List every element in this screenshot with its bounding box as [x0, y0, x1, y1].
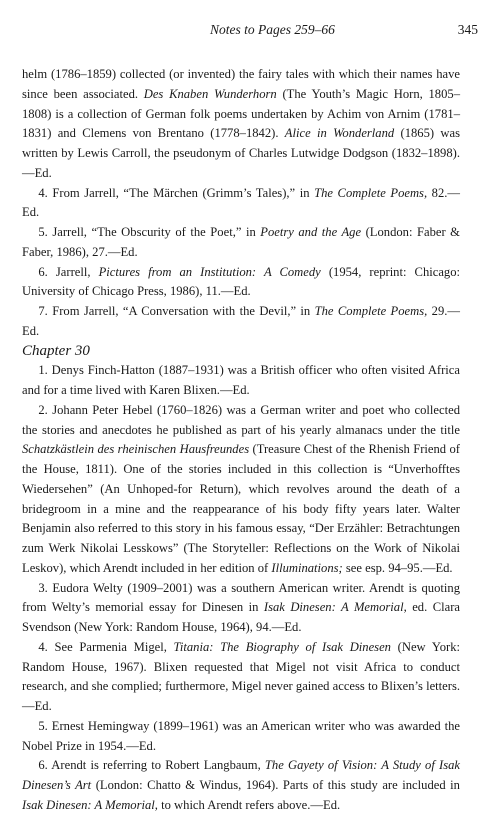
running-head: Notes to Pages 259–66 — [210, 22, 335, 37]
chapter-note-4: 4. See Parmenia Migel, Titania: The Biography of Isak Dinesen (New York: Random House, 1967). Blixen requested that Migel not visit Africa to conduct research, and she complied; furthermore, Migel never gained access to Blixen’s letters.—Ed. — [22, 639, 460, 713]
chapter-heading: Chapter 30 — [22, 342, 90, 359]
page-header — [22, 22, 478, 40]
note-6: 6. Jarrell, Pictures from an Institution: A Comedy (1954, reprint: Chicago: University of Chicago Press, 1986), 11.—Ed. — [22, 264, 461, 299]
note-7: 7. From Jarrell, “A Conversation with the Devil,” in The Complete Poems, 29.—Ed. — [22, 304, 461, 338]
chapter-note-2: 2. Johann Peter Hebel (1760–1826) was a German writer and poet who collected the stories and anecdotes he published as part of his yearly almanacs under the title Schatzkästlein des rheinischen Hausfreundes (Treasure Chest of the Rhenish Friend of the House, 1811). One of the stories included in this collection is “Unverhofftes Wiedersehen” (An Unhoped-for Return), which revolves around the death of a bridegroom in a mine and the reappearance of his body fifty years later. Walter Benjamin also referred to this story in his famous essay, “Der Erzähler: Betrachtungen zum Werk Nikolai Lesskows” (The Storyteller: Reflections on the Work of Nikolai Leskov), which Arendt included in her edition of Illuminations; see esp. 94–95.—Ed. — [22, 402, 460, 575]
chapter-note-1: 1. Denys Finch-Hatton (1887–1931) was a British officer who often visited Africa and for a time lived with Karen Blixen.—Ed. — [22, 363, 460, 397]
continued-note: helm (1786–1859) collected (or invented) the fairy tales with which their names have since been associated. Des Knaben Wunderhorn (The Youth’s Magic Horn, 1805–1808) is a collection of German folk poems undertaken by Achim von Arnim (1781–1831) and Clemens von Brentano (1778–1842). Alice in Wonderland (1865) was written by Lewis Carroll, the pseudonym of Charles Lutwidge Dodgson (1832–1898).—Ed. — [22, 67, 460, 180]
chapter-note-6: 6. Arendt is referring to Robert Langbaum, The Gayety of Vision: A Study of Isak Dinesen’s Art (London: Chatto & Windus, 1964). Parts of this study are included in Isak Dinesen: A Memorial, to which Arendt refers above.—Ed. — [22, 758, 460, 812]
chapter-note-5: 5. Ernest Hemingway (1899–1961) was an American writer who was awarded the Nobel Prize in 1954.—Ed. — [22, 718, 460, 753]
page-number: 345 — [457, 22, 478, 37]
chapter-note-3: 3. Eudora Welty (1909–2001) was a southern American writer. Arendt is quoting from Welty’s memorial essay for Dinesen in Isak Dinesen: A Memorial, ed. Clara Svendson (New York: Random House, 1964), 94.—Ed. — [22, 580, 460, 634]
note-4: 4. From Jarrell, “The Märchen (Grimm’s Tales),” in The Complete Poems, 82.—Ed. — [22, 185, 461, 220]
notes-body — [22, 65, 460, 816]
note-5: 5. Jarrell, “The Obscurity of the Poet,” in Poetry and the Age (London: Faber & Faber, 1986), 27.—Ed. — [22, 225, 460, 259]
